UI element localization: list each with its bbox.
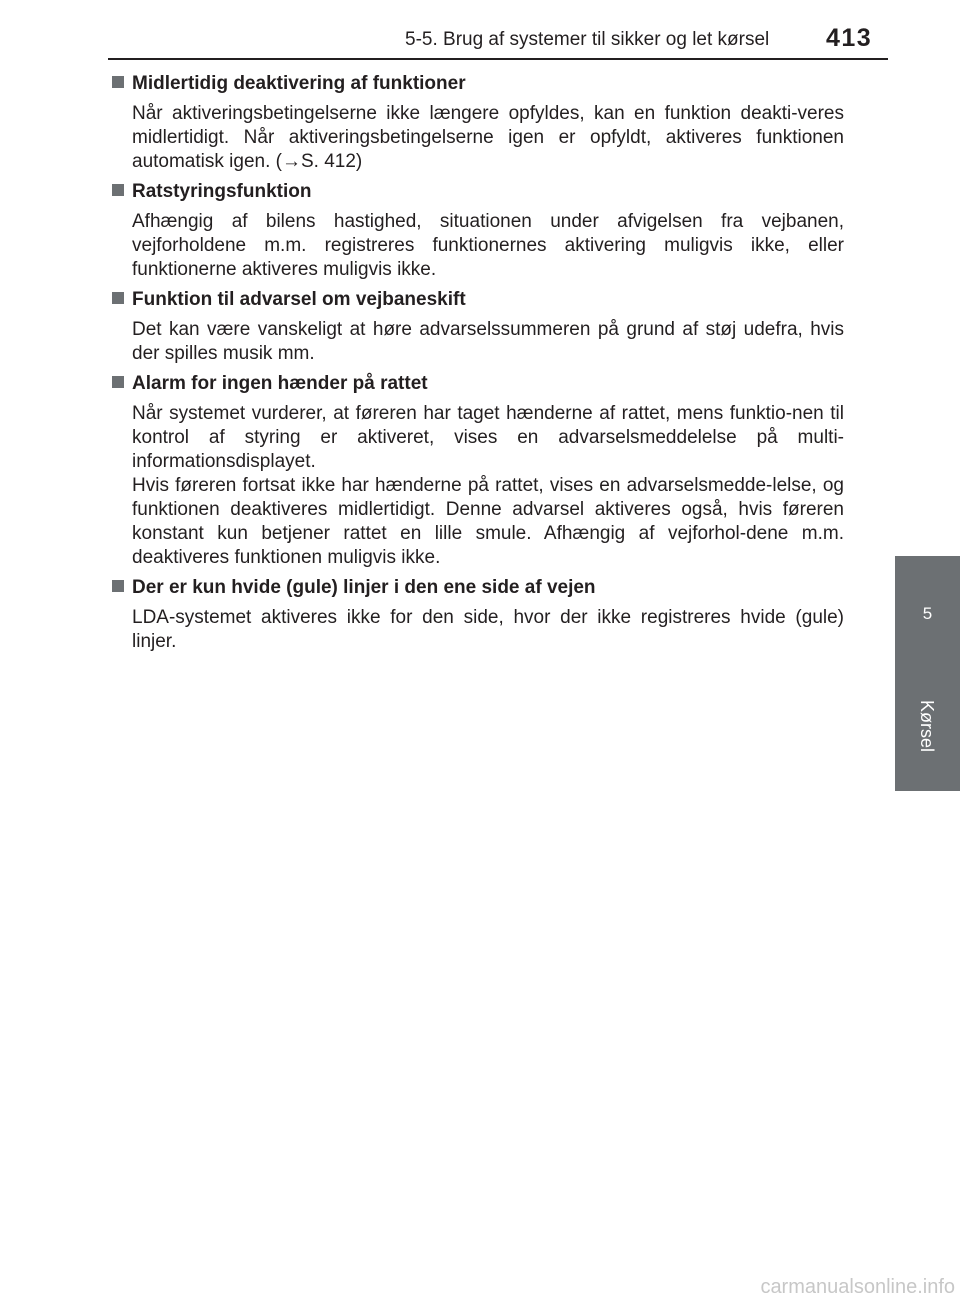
section-body <box>132 318 844 366</box>
section-hands-off-alarm <box>112 372 844 570</box>
section-body <box>132 402 844 570</box>
section-heading-text: Funktion til advarsel om vejbaneskift <box>132 289 466 310</box>
section-heading <box>112 576 844 600</box>
section-body <box>132 210 844 282</box>
paragraph: Det kan være vanskeligt at høre advarselssummeren på grund af støj udefra, hvis der spilles musik mm. <box>132 319 844 364</box>
section-heading-text: Midlertidig deaktivering af funktioner <box>132 73 466 94</box>
section-lane-departure-warning <box>112 288 844 366</box>
section-heading <box>112 372 844 396</box>
section-body <box>132 606 844 654</box>
square-bullet-icon <box>112 376 124 388</box>
section-single-side-lines <box>112 576 844 654</box>
watermark: carmanualsonline.info <box>760 1276 955 1298</box>
page-number: 413 <box>826 24 873 52</box>
paragraph: Når systemet vurderer, at føreren har taget hænderne af rattet, mens funktio-nen til kontrol af styring er aktiveret, vises en advarselsmeddelelse på multi-informationsdisplayet. <box>132 403 844 472</box>
paragraph: Når aktiveringsbetingelserne ikke længere opfyldes, kan en funktion deakti-veres midlertidigt. Når aktiveringsbetingelserne igen er opfyldt, aktiveres funktionen automatisk igen. (→S. 412) <box>132 103 844 172</box>
paragraph: Hvis føreren fortsat ikke har hænderne på rattet, vises en advarselsmedde-lelse, og funktionen deaktiveres midlertidigt. Denne advarsel aktiveres også, hvis føreren konstant kun betjener rattet en lille smule. Afhængig af vejforhol-dene m.m. deaktiveres funktionen muligvis ikke. <box>132 475 844 568</box>
section-heading <box>112 72 844 96</box>
header-divider <box>108 58 888 60</box>
section-heading-text: Der er kun hvide (gule) linjer i den ene side af vejen <box>132 577 596 598</box>
section-heading-text: Ratstyringsfunktion <box>132 181 312 202</box>
section-title: 5-5. Brug af systemer til sikker og let kørsel <box>405 29 770 50</box>
page-header <box>0 0 960 60</box>
chapter-title: Kørsel <box>917 699 937 752</box>
section-heading <box>112 288 844 312</box>
square-bullet-icon <box>112 184 124 196</box>
square-bullet-icon <box>112 292 124 304</box>
paragraph: LDA-systemet aktiveres ikke for den side, hvor der ikke registreres hvide (gule) linjer. <box>132 607 844 652</box>
section-steering-function <box>112 180 844 282</box>
square-bullet-icon <box>112 76 124 88</box>
chapter-number: 5 <box>922 604 933 623</box>
chapter-number-tab <box>895 556 960 660</box>
section-temporary-deactivation <box>112 72 844 174</box>
square-bullet-icon <box>112 580 124 592</box>
main-content <box>112 72 844 660</box>
paragraph: Afhængig af bilens hastighed, situationen under afvigelsen fra vejbanen, vejforholdene m.m. registreres funktionernes aktivering muligvis ikke, eller funktionerne aktiveres muligvis ikke. <box>132 211 844 280</box>
section-heading <box>112 180 844 204</box>
section-body <box>132 102 844 174</box>
section-heading-text: Alarm for ingen hænder på rattet <box>132 373 428 394</box>
